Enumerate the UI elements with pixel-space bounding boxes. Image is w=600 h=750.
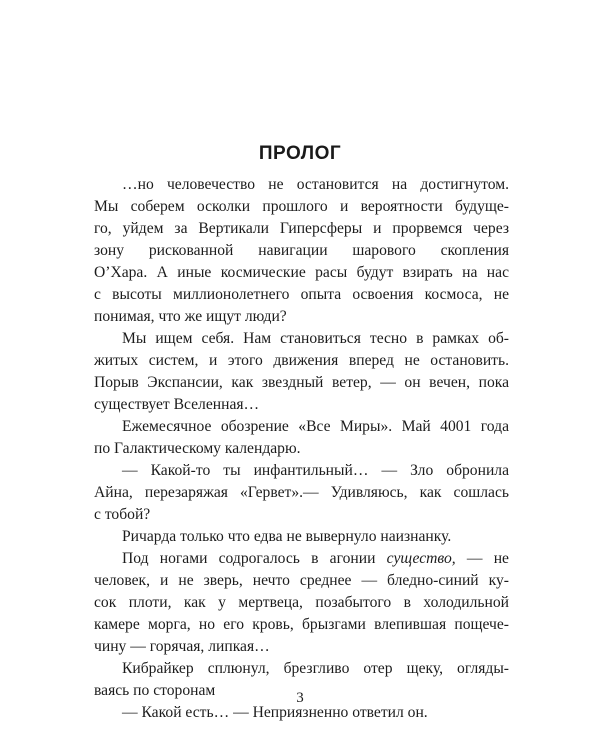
paragraph: [94, 460, 509, 526]
paragraph: [94, 328, 509, 416]
paragraph: [94, 174, 509, 328]
text-line: Мы ищем себя. Нам становиться тесно в рамках об-: [122, 330, 509, 347]
text-line: житых систем, и этого движения вперед не остановить.: [94, 352, 509, 369]
epigraph-block: [94, 174, 509, 460]
text-line: понимая, что же ищут люди?: [94, 308, 287, 325]
paragraph: [94, 416, 509, 460]
text-line: — Какой есть… — Неприязненно ответил он.: [122, 704, 428, 721]
page-number: 3: [296, 690, 304, 706]
text-line: Порыв Экспансии, как звездный ветер, — он вечен, пока: [94, 374, 509, 391]
text-line: Айна, перезаряжая «Гервет».— Удивляюсь, как сошлась: [94, 484, 509, 501]
text-line: Ежемесячное обозрение «Все Миры». Май 4001 года: [122, 418, 509, 435]
text-line: Мы соберем осколки прошлого и вероятности будуще-: [94, 198, 509, 215]
story-block: [94, 460, 509, 724]
text-line: — Какой-то ты инфантильный… — Зло обронила: [122, 462, 509, 479]
text-line: Кибрайкер сплюнул, брезгливо отер щеку, огляды-: [122, 660, 509, 677]
text-line: [94, 548, 509, 570]
paragraph: [94, 526, 509, 548]
text-line: …но человечество не остановится на достигнутом.: [122, 176, 509, 193]
text-line: человек, и не зверь, нечто среднее — бледно-синий ку-: [94, 572, 509, 589]
text-line: существует Вселенная…: [94, 396, 260, 413]
text-line: го, уйдем за Вертикали Гиперсферы и прорвемся через: [94, 220, 509, 237]
text-line: чину — горячая, липкая…: [94, 638, 270, 655]
text-line: камере морга, но его кровь, брызгами влепившая пощече-: [94, 616, 509, 633]
text-line: ваясь по сторонам: [94, 682, 216, 699]
paragraph: [94, 548, 509, 658]
text-line: с высоты миллионолетнего опыта освоения космоса, не: [94, 286, 509, 303]
text-line: сок плоти, как у мертвеца, позабытого в холодильной: [94, 594, 509, 611]
text-run: — не: [455, 550, 509, 567]
text-line: зону рискованной навигации шарового скопления: [94, 242, 509, 259]
chapter-title: ПРОЛОГ: [258, 143, 342, 164]
text-run: Под ногами содрогалось в агонии: [122, 550, 387, 567]
text-line: О’Хара. А иные космические расы будут взирать на нас: [94, 264, 509, 281]
italic-word: существо,: [386, 550, 456, 567]
text-line: с тобой?: [94, 506, 151, 523]
text-line: по Галактическому календарю.: [94, 440, 301, 457]
text-line: Ричарда только что едва не вывернуло наизнанку.: [122, 528, 452, 545]
